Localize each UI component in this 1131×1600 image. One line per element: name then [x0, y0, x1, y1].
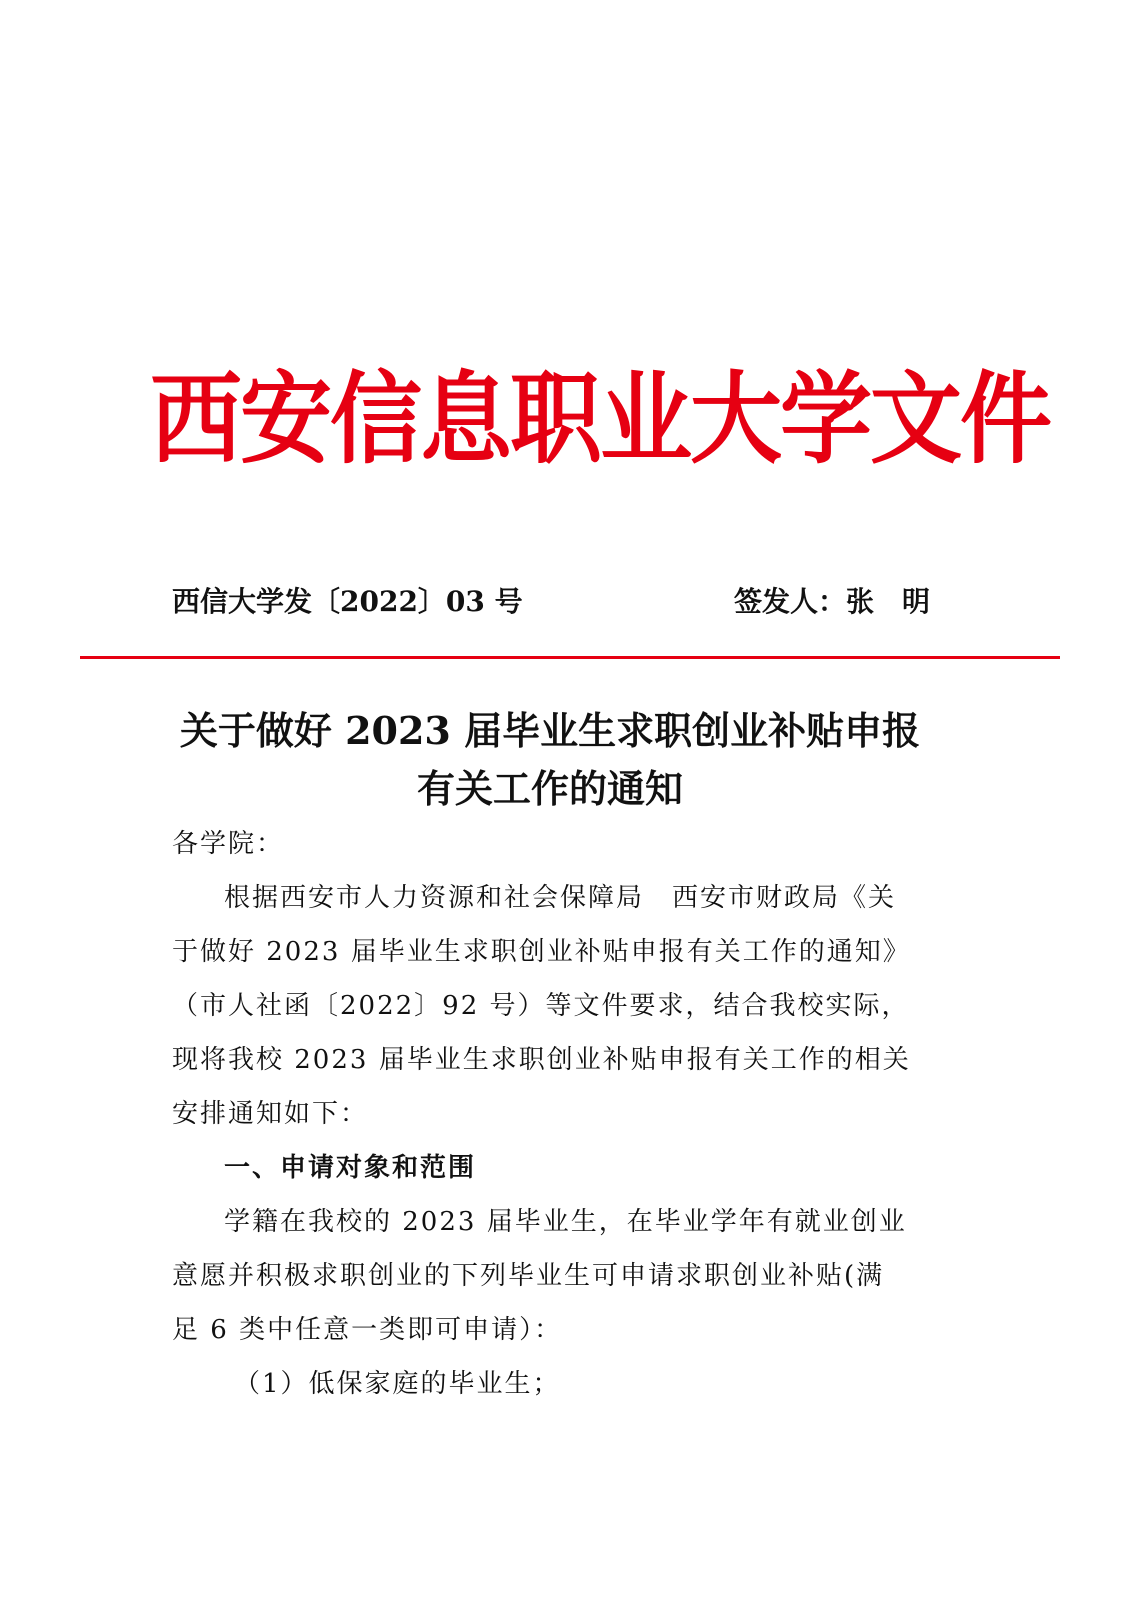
list-item-1: （1）低保家庭的毕业生； — [234, 1369, 561, 1399]
section-heading-1: 一、申请对象和范围 — [224, 1153, 477, 1183]
document-meta-row — [172, 580, 942, 620]
paragraph-1-line: 于做好 2023 届毕业生求职创业补贴申报有关工作的通知》 — [172, 937, 911, 967]
paragraph-1-line: 现将我校 2023 届毕业生求职创业补贴申报有关工作的相关 — [172, 1045, 911, 1075]
red-divider — [80, 656, 1060, 659]
document-body — [172, 817, 932, 1411]
paragraph-1-line: （市人社函〔2022〕92 号）等文件要求，结合我校实际， — [172, 991, 910, 1021]
document-number: 西信大学发〔2022〕03 号 — [172, 585, 523, 618]
masthead-title: 西安信息职业大学文件 — [150, 361, 1051, 478]
paragraph-2-line: 学籍在我校的 2023 届毕业生，在毕业学年有就业创业 — [224, 1207, 907, 1237]
paragraph-1-line: 根据西安市人力资源和社会保障局 西安市财政局《关 — [224, 883, 897, 913]
paragraph-1-line: 安排通知如下： — [172, 1099, 369, 1129]
document-title — [160, 702, 940, 818]
document-title-line-1: 关于做好 2023 届毕业生求职创业补贴申报 — [179, 708, 921, 753]
signer: 签发人：张 明 — [733, 585, 930, 618]
paragraph-2-line: 意愿并积极求职创业的下列毕业生可申请求职创业补贴(满 — [172, 1261, 885, 1291]
paragraph-2-line: 足 6 类中任意一类即可申请）： — [172, 1315, 563, 1345]
salutation: 各学院： — [172, 829, 285, 859]
document-title-line-2: 有关工作的通知 — [416, 766, 683, 811]
